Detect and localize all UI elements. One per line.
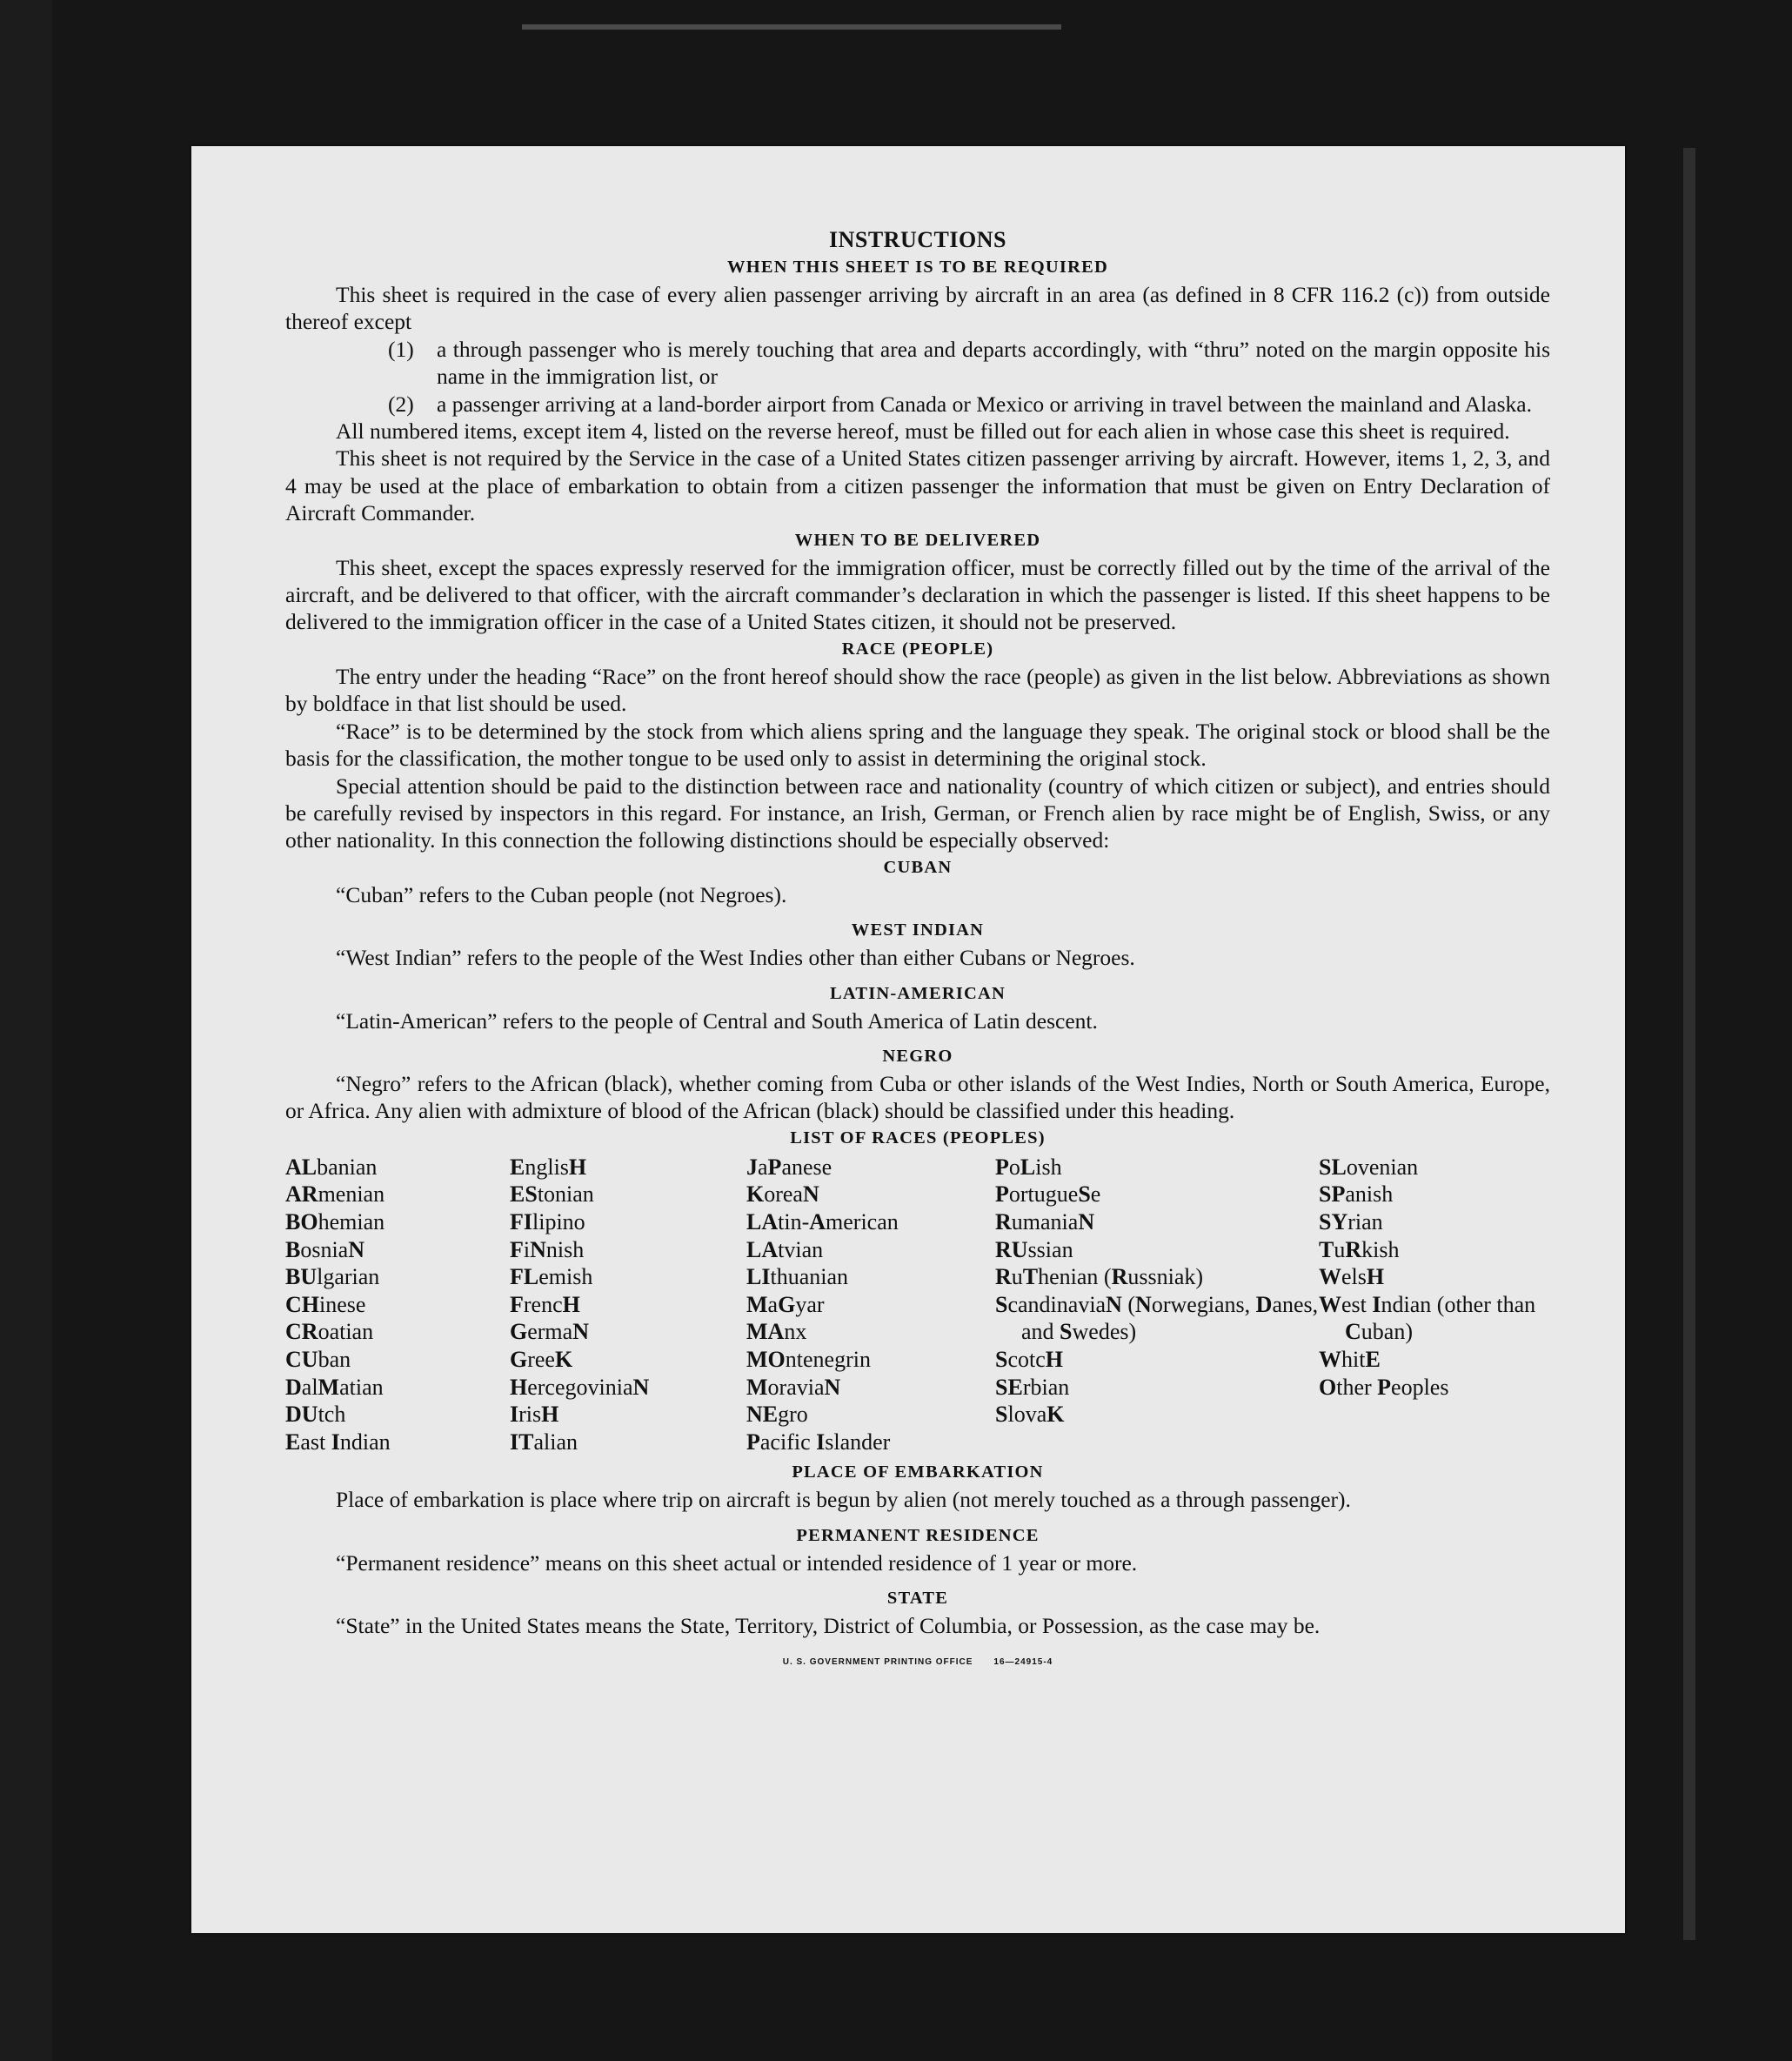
para-race-3: Special attention should be paid to the distinction between race and nationality (country of which citizen or subject), and entries should be carefully revised by inspectors in this regard. For instance, an Irish, German, or French alien by race might be of English, Swiss, or any other nationality. In this connection the following distinctions should be especially observed: — [285, 773, 1550, 853]
printer-footer — [285, 1649, 1550, 1676]
race-entry: Other Peoples — [1319, 1374, 1449, 1400]
heading-embarkation: PLACE OF EMBARKATION — [792, 1462, 1044, 1482]
document-content — [285, 226, 1550, 1676]
race-entry: LAtvian — [746, 1236, 824, 1262]
para-negro: “Negro” refers to the African (black), whether coming from Cuba or other islands of the West Indies, North or South America, Europe, or Africa. Any alien with admixture of blood of the African (black) should be classified under this heading. — [285, 1070, 1550, 1124]
races-column — [746, 1154, 995, 1456]
race-entry: GreeK — [510, 1346, 573, 1372]
race-entry: DalMatian — [285, 1374, 384, 1400]
para-latin-american: “Latin-American” refers to the people of Central and South America of Latin descent. — [336, 1007, 1098, 1034]
heading-negro: NEGRO — [882, 1046, 953, 1066]
heading-race: RACE (PEOPLE) — [841, 639, 994, 659]
race-entry: ITalian — [510, 1429, 578, 1455]
race-entry: FrencH — [510, 1291, 580, 1317]
race-entry: PoLish — [995, 1154, 1062, 1180]
race-entry: NEgro — [746, 1402, 808, 1428]
race-entry: JaPanese — [746, 1154, 832, 1180]
race-entry: KoreaN — [746, 1181, 819, 1208]
race-entry: LAtin-American — [746, 1208, 899, 1235]
races-column — [1319, 1154, 1550, 1456]
exception-item-2 — [388, 391, 1550, 418]
heading-when-required: WHEN THIS SHEET IS TO BE REQUIRED — [727, 258, 1108, 277]
scan-border-left — [0, 0, 52, 2061]
race-entry: SErbian — [995, 1374, 1070, 1400]
race-entry: GermaN — [510, 1319, 589, 1345]
para-state: “State” in the United States means the State, Territory, District of Columbia, or Possession, as the case may be. — [336, 1613, 1321, 1639]
para-required-intro: This sheet is required in the case of every alien passenger arriving by aircraft in an area (as defined in 8 CFR 116.2 (c)) from outside thereof except — [285, 282, 1550, 335]
races-list — [285, 1154, 1550, 1456]
race-entry: ScandinaviaN (Norwegians, Danes, and Swedes) — [995, 1291, 1319, 1345]
race-entry: WelsH — [1319, 1264, 1385, 1290]
races-column — [285, 1154, 510, 1456]
race-entry: ScotcH — [995, 1346, 1064, 1372]
printer-name: U. S. GOVERNMENT PRINTING OFFICE — [782, 1656, 973, 1667]
document-sheet — [191, 146, 1625, 1933]
race-entry: TuRkish — [1319, 1236, 1400, 1262]
races-column — [995, 1154, 1319, 1456]
para-race-2: “Race” is to be determined by the stock from which aliens spring and the language they speak. The original stock or blood shall be the basis for the classification, the mother tongue to be used only to assist in determining the original stock. — [285, 718, 1550, 772]
para-cuban: “Cuban” refers to the Cuban people (not Negroes). — [336, 881, 787, 907]
race-entry: CHinese — [285, 1291, 366, 1317]
race-entry: SlovaK — [995, 1402, 1065, 1428]
item-text: a through passenger who is merely touching that area and departs accordingly, with “thru” noted on the margin opposite his name in the immigration list, or — [437, 336, 1550, 390]
race-entry: Pacific Islander — [746, 1429, 891, 1455]
race-entry: MAnx — [746, 1319, 807, 1345]
heading-state: STATE — [886, 1589, 949, 1609]
race-entry: BosniaN — [285, 1236, 365, 1262]
para-west-indian: “West Indian” refers to the people of the West Indies other than either Cubans or Negroes. — [336, 945, 1135, 971]
item-number: (2) — [388, 391, 414, 417]
race-entry: West Indian (other than Cuban) — [1319, 1291, 1536, 1345]
races-column — [510, 1154, 746, 1456]
race-entry: MoraviaN — [746, 1374, 841, 1400]
para-delivered: This sheet, except the spaces expressly reserved for the immigration officer, must be correctly filled out by the time of the arrival of the aircraft, and be delivered to that officer, with the aircraft commander’s declaration in which the passenger is listed. If this sheet happens to be delivered to the immigration officer in the case of a United States citizen, it should not be preserved. — [285, 554, 1550, 635]
heading-when-delivered: WHEN TO BE DELIVERED — [794, 530, 1041, 550]
heading-cuban: CUBAN — [883, 857, 953, 877]
race-entry: RuThenian (Russniak) — [995, 1264, 1204, 1290]
scan-artifact-top — [522, 24, 1061, 30]
para-embarkation: Place of embarkation is place where trip on aircraft is begun by alien (not merely touched as a through passenger). — [336, 1487, 1351, 1513]
race-entry: PortugueSe — [995, 1181, 1101, 1208]
page-title: INSTRUCTIONS — [829, 227, 1006, 252]
race-entry: BUlgarian — [285, 1264, 380, 1290]
race-entry: ALbanian — [285, 1154, 378, 1180]
race-entry: DUtch — [285, 1402, 346, 1428]
race-entry: SYrian — [1319, 1208, 1383, 1235]
race-entry: BOhemian — [285, 1208, 385, 1235]
heading-west-indian: WEST INDIAN — [851, 920, 985, 940]
scan-border-right — [1683, 148, 1695, 1940]
form-number: 16—24915-4 — [993, 1656, 1053, 1667]
race-entry: RUssian — [995, 1236, 1073, 1262]
race-entry: EStonian — [510, 1181, 594, 1208]
heading-residence: PERMANENT RESIDENCE — [796, 1525, 1040, 1545]
race-entry: IrisH — [510, 1402, 559, 1428]
race-entry: FiNnish — [510, 1236, 585, 1262]
race-entry: WhitE — [1319, 1346, 1381, 1372]
race-entry: SPanish — [1319, 1181, 1394, 1208]
race-entry: CRoatian — [285, 1319, 374, 1345]
race-entry: HercegoviniaN — [510, 1374, 650, 1400]
heading-list-of-races: LIST OF RACES (PEOPLES) — [790, 1128, 1046, 1148]
exception-item-1 — [388, 336, 1550, 391]
para-citizen: This sheet is not required by the Service in the case of a United States citizen passenger arriving by aircraft. However, items 1, 2, 3, and 4 may be used at the place of embarkation to obtain from a citizen passenger the information that must be given on Entry Declaration of Aircraft Commander. — [285, 445, 1550, 526]
race-entry: FLemish — [510, 1264, 593, 1290]
race-entry: MOntenegrin — [746, 1346, 871, 1372]
para-residence: “Permanent residence” means on this sheet actual or intended residence of 1 year or more. — [336, 1549, 1138, 1576]
heading-latin-american: LATIN-AMERICAN — [829, 983, 1006, 1003]
race-entry: CUban — [285, 1346, 351, 1372]
race-entry: MaGyar — [746, 1291, 825, 1317]
para-race-1: The entry under the heading “Race” on the front hereof should show the race (people) as given in the list below. Abbreviations as shown by boldface in that list should be used. — [285, 663, 1550, 717]
race-entry: RumaniaN — [995, 1208, 1095, 1235]
race-entry: LIthuanian — [746, 1264, 848, 1290]
para-numbered-items: All numbered items, except item 4, listed on the reverse hereof, must be filled out for each alien in whose case this sheet is required. — [336, 418, 1510, 445]
race-entry: ARmenian — [285, 1181, 385, 1208]
item-number: (1) — [388, 336, 414, 362]
item-text: a passenger arriving at a land-border airport from Canada or Mexico or arriving in travel between the mainland and Alaska. — [437, 391, 1532, 417]
race-entry: EnglisH — [510, 1154, 587, 1180]
race-entry: East Indian — [285, 1429, 391, 1455]
race-entry: SLovenian — [1319, 1154, 1419, 1180]
race-entry: FIlipino — [510, 1208, 585, 1235]
